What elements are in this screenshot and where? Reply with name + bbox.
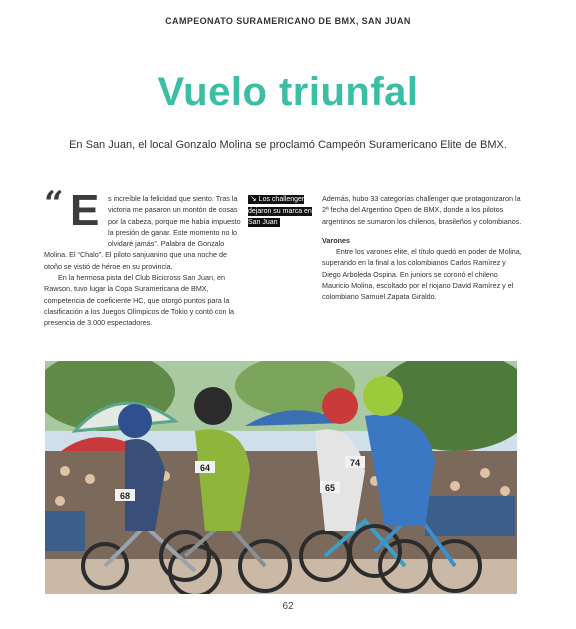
dropcap-block (44, 184, 106, 239)
quote-mark-icon: “ (44, 184, 64, 224)
article-column-1 (44, 184, 242, 329)
callout-column (248, 193, 316, 228)
callout-box (248, 195, 312, 227)
article-title: Vuelo triunfal (157, 70, 419, 114)
dropcap-letter: E (70, 186, 100, 235)
paragraph: En la hermosa pista del Club Bicicross San Juan, en Rawson, tuvo lugar la Copa Suramericana de BMX, competencia de coeficiente HC, que otorgó puntos para la clasificación a los Juegos Olímpicos de Tokio y contó con la presencia de 3.000 espectadores. (44, 273, 235, 328)
number-plate: 74 (349, 458, 361, 468)
paragraph: s increíble la felicidad que siento. Tras la victoria me pasaron un montón de cosas por la cabeza, porque me había impuesto la presión de ganar. Este momento no lo olvidaré jamás”. Palabra de Gonzalo Molina. El “Chalo”. El piloto sanjuanino que una noche de otoño se vistió de héroe en su provincia. (44, 194, 241, 271)
page-number: 62 (282, 601, 294, 612)
callout-text: Los challenger dejaron su marca en San Juan (248, 196, 312, 226)
article-column-3 (322, 193, 522, 303)
arrow-down-right-icon: ↘ (250, 194, 257, 203)
number-plate: 64 (199, 463, 211, 473)
bmx-race-photo (45, 361, 517, 594)
section-heading: Varones (322, 235, 350, 245)
number-plate: 68 (119, 491, 131, 501)
paragraph: Entre los varones elite, el título quedó en poder de Molina, superando en la final a los colombianos Carlos Ramírez y Diego Arboleda Ospina. En juniors se coronó el chileno Mauricio Molina, escoltado por el riojano David Ramírez y el colombiano Samuel Zapata Giraldo. (322, 247, 522, 302)
paragraph: Además, hubo 33 categorías challenger que protagonizaron la 2ª fecha del Argentino Open de BMX, donde a los pilotos argentinos se sumaron los chilenos, brasileños y colombianos. (322, 194, 522, 226)
section-kicker: CAMPEONATO SURAMERICANO DE BMX, SAN JUAN (165, 16, 411, 26)
number-plate: 65 (324, 483, 336, 493)
article-subtitle: En San Juan, el local Gonzalo Molina se proclamó Campeón Suramericano Elite de BMX. (69, 139, 507, 151)
